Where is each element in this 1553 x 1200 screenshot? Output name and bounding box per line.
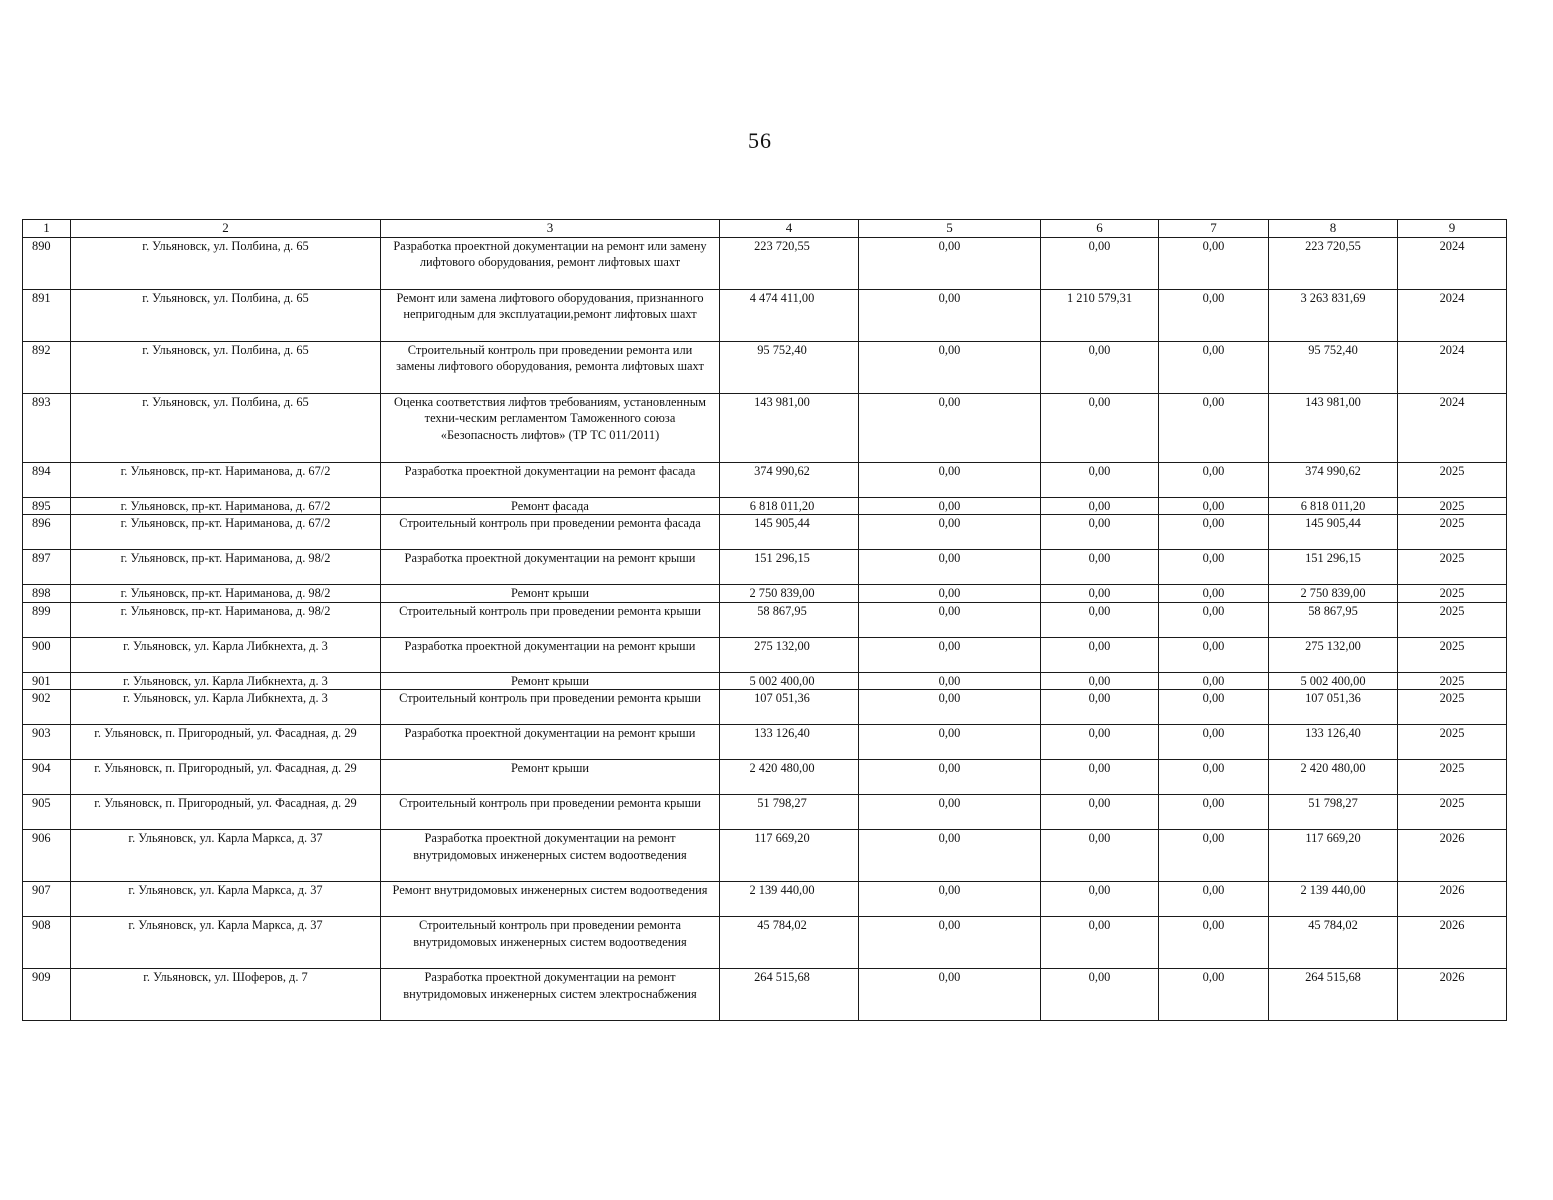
work-type-cell: Ремонт крыши: [381, 760, 720, 795]
fund-amount-cell: 0,00: [859, 238, 1041, 290]
column-header: 6: [1041, 220, 1159, 238]
planned-year-cell: 2024: [1398, 290, 1507, 342]
budget-amount-cell: 0,00: [1159, 672, 1269, 689]
work-type-cell: Строительный контроль при проведении ремонта фасада: [381, 515, 720, 550]
owner-funds-cell: 223 720,55: [1269, 238, 1398, 290]
work-type-cell: Разработка проектной документации на ремонт крыши: [381, 725, 720, 760]
row-number-cell: 893: [23, 394, 71, 463]
work-type-cell: Разработка проектной документации на ремонт крыши: [381, 637, 720, 672]
owner-funds-cell: 95 752,40: [1269, 342, 1398, 394]
row-number-cell: 897: [23, 550, 71, 585]
address-cell: г. Ульяновск, ул. Карла Либкнехта, д. 3: [71, 690, 381, 725]
work-type-cell: Разработка проектной документации на ремонт или замену лифтового оборудования, ремонт лифтовых шахт: [381, 238, 720, 290]
address-cell: г. Ульяновск, ул. Полбина, д. 65: [71, 394, 381, 463]
row-number-cell: 901: [23, 672, 71, 689]
total-cost-cell: 45 784,02: [720, 917, 859, 969]
table-row: [23, 882, 1507, 917]
owner-funds-cell: 51 798,27: [1269, 795, 1398, 830]
budget-amount-cell: 0,00: [1159, 969, 1269, 1021]
subsidy-amount-cell: 0,00: [1041, 585, 1159, 602]
planned-year-cell: 2025: [1398, 672, 1507, 689]
planned-year-cell: 2025: [1398, 498, 1507, 515]
subsidy-amount-cell: 0,00: [1041, 637, 1159, 672]
work-type-cell: Строительный контроль при проведении ремонта внутридомовых инженерных систем водоотведения: [381, 917, 720, 969]
work-type-cell: Ремонт внутридомовых инженерных систем водоотведения: [381, 882, 720, 917]
work-type-cell: Разработка проектной документации на ремонт фасада: [381, 463, 720, 498]
fund-amount-cell: 0,00: [859, 602, 1041, 637]
table-row: [23, 725, 1507, 760]
owner-funds-cell: 45 784,02: [1269, 917, 1398, 969]
planned-year-cell: 2026: [1398, 917, 1507, 969]
table-row: [23, 637, 1507, 672]
subsidy-amount-cell: 0,00: [1041, 725, 1159, 760]
total-cost-cell: 145 905,44: [720, 515, 859, 550]
budget-amount-cell: 0,00: [1159, 498, 1269, 515]
total-cost-cell: 117 669,20: [720, 830, 859, 882]
work-type-cell: Разработка проектной документации на ремонт внутридомовых инженерных систем электроснабжения: [381, 969, 720, 1021]
subsidy-amount-cell: 0,00: [1041, 969, 1159, 1021]
budget-amount-cell: 0,00: [1159, 690, 1269, 725]
budget-amount-cell: 0,00: [1159, 917, 1269, 969]
budget-amount-cell: 0,00: [1159, 394, 1269, 463]
row-number-cell: 899: [23, 602, 71, 637]
budget-amount-cell: 0,00: [1159, 463, 1269, 498]
table-row: [23, 917, 1507, 969]
table-body: [23, 238, 1507, 1021]
planned-year-cell: 2024: [1398, 394, 1507, 463]
row-number-cell: 903: [23, 725, 71, 760]
budget-amount-cell: 0,00: [1159, 515, 1269, 550]
fund-amount-cell: 0,00: [859, 394, 1041, 463]
budget-amount-cell: 0,00: [1159, 637, 1269, 672]
row-number-cell: 894: [23, 463, 71, 498]
row-number-cell: 892: [23, 342, 71, 394]
address-cell: г. Ульяновск, ул. Карла Маркса, д. 37: [71, 882, 381, 917]
subsidy-amount-cell: 0,00: [1041, 550, 1159, 585]
budget-amount-cell: 0,00: [1159, 795, 1269, 830]
subsidy-amount-cell: 0,00: [1041, 602, 1159, 637]
column-header: 2: [71, 220, 381, 238]
header-row: [23, 220, 1507, 238]
owner-funds-cell: 107 051,36: [1269, 690, 1398, 725]
fund-amount-cell: 0,00: [859, 290, 1041, 342]
capital-repair-table: [22, 219, 1507, 1021]
column-header: 4: [720, 220, 859, 238]
address-cell: г. Ульяновск, ул. Карла Либкнехта, д. 3: [71, 637, 381, 672]
work-type-cell: Строительный контроль при проведении ремонта или замены лифтового оборудования, ремонта лифтовых шахт: [381, 342, 720, 394]
address-cell: г. Ульяновск, ул. Полбина, д. 65: [71, 238, 381, 290]
table-row: [23, 238, 1507, 290]
subsidy-amount-cell: 0,00: [1041, 882, 1159, 917]
table-row: [23, 969, 1507, 1021]
table-header: [23, 220, 1507, 238]
address-cell: г. Ульяновск, п. Пригородный, ул. Фасадная, д. 29: [71, 760, 381, 795]
work-type-cell: Строительный контроль при проведении ремонта крыши: [381, 690, 720, 725]
table-row: [23, 795, 1507, 830]
table-row: [23, 463, 1507, 498]
address-cell: г. Ульяновск, пр-кт. Нариманова, д. 67/2: [71, 515, 381, 550]
row-number-cell: 909: [23, 969, 71, 1021]
planned-year-cell: 2025: [1398, 637, 1507, 672]
address-cell: г. Ульяновск, пр-кт. Нариманова, д. 98/2: [71, 602, 381, 637]
planned-year-cell: 2026: [1398, 882, 1507, 917]
row-number-cell: 890: [23, 238, 71, 290]
budget-amount-cell: 0,00: [1159, 882, 1269, 917]
subsidy-amount-cell: 0,00: [1041, 498, 1159, 515]
address-cell: г. Ульяновск, ул. Карла Маркса, д. 37: [71, 917, 381, 969]
column-header: 5: [859, 220, 1041, 238]
work-type-cell: Разработка проектной документации на ремонт внутридомовых инженерных систем водоотведения: [381, 830, 720, 882]
work-type-cell: Строительный контроль при проведении ремонта крыши: [381, 602, 720, 637]
subsidy-amount-cell: 0,00: [1041, 672, 1159, 689]
work-type-cell: Ремонт крыши: [381, 585, 720, 602]
address-cell: г. Ульяновск, ул. Шоферов, д. 7: [71, 969, 381, 1021]
planned-year-cell: 2025: [1398, 690, 1507, 725]
budget-amount-cell: 0,00: [1159, 830, 1269, 882]
fund-amount-cell: 0,00: [859, 725, 1041, 760]
table-row: [23, 515, 1507, 550]
total-cost-cell: 51 798,27: [720, 795, 859, 830]
work-type-cell: Строительный контроль при проведении ремонта крыши: [381, 795, 720, 830]
subsidy-amount-cell: 0,00: [1041, 394, 1159, 463]
table-row: [23, 760, 1507, 795]
address-cell: г. Ульяновск, пр-кт. Нариманова, д. 98/2: [71, 585, 381, 602]
row-number-cell: 906: [23, 830, 71, 882]
subsidy-amount-cell: 0,00: [1041, 830, 1159, 882]
address-cell: г. Ульяновск, ул. Полбина, д. 65: [71, 290, 381, 342]
subsidy-amount-cell: 0,00: [1041, 238, 1159, 290]
row-number-cell: 891: [23, 290, 71, 342]
row-number-cell: 908: [23, 917, 71, 969]
subsidy-amount-cell: 0,00: [1041, 515, 1159, 550]
subsidy-amount-cell: 0,00: [1041, 760, 1159, 795]
total-cost-cell: 2 750 839,00: [720, 585, 859, 602]
planned-year-cell: 2025: [1398, 795, 1507, 830]
work-type-cell: Ремонт фасада: [381, 498, 720, 515]
budget-amount-cell: 0,00: [1159, 290, 1269, 342]
table-row: [23, 690, 1507, 725]
planned-year-cell: 2024: [1398, 342, 1507, 394]
total-cost-cell: 6 818 011,20: [720, 498, 859, 515]
table-row: [23, 342, 1507, 394]
subsidy-amount-cell: 0,00: [1041, 795, 1159, 830]
planned-year-cell: 2025: [1398, 585, 1507, 602]
total-cost-cell: 264 515,68: [720, 969, 859, 1021]
address-cell: г. Ульяновск, п. Пригородный, ул. Фасадная, д. 29: [71, 795, 381, 830]
total-cost-cell: 151 296,15: [720, 550, 859, 585]
total-cost-cell: 133 126,40: [720, 725, 859, 760]
address-cell: г. Ульяновск, п. Пригородный, ул. Фасадная, д. 29: [71, 725, 381, 760]
fund-amount-cell: 0,00: [859, 550, 1041, 585]
planned-year-cell: 2026: [1398, 969, 1507, 1021]
table-row: [23, 550, 1507, 585]
planned-year-cell: 2025: [1398, 602, 1507, 637]
address-cell: г. Ульяновск, ул. Карла Либкнехта, д. 3: [71, 672, 381, 689]
subsidy-amount-cell: 0,00: [1041, 463, 1159, 498]
table-row: [23, 585, 1507, 602]
planned-year-cell: 2025: [1398, 463, 1507, 498]
owner-funds-cell: 143 981,00: [1269, 394, 1398, 463]
total-cost-cell: 107 051,36: [720, 690, 859, 725]
fund-amount-cell: 0,00: [859, 969, 1041, 1021]
fund-amount-cell: 0,00: [859, 672, 1041, 689]
address-cell: г. Ульяновск, пр-кт. Нариманова, д. 98/2: [71, 550, 381, 585]
budget-amount-cell: 0,00: [1159, 585, 1269, 602]
address-cell: г. Ульяновск, ул. Полбина, д. 65: [71, 342, 381, 394]
owner-funds-cell: 3 263 831,69: [1269, 290, 1398, 342]
planned-year-cell: 2026: [1398, 830, 1507, 882]
planned-year-cell: 2025: [1398, 760, 1507, 795]
column-header: 9: [1398, 220, 1507, 238]
work-type-cell: Ремонт или замена лифтового оборудования, признанного непригодным для эксплуатации,ремонт лифтовых шахт: [381, 290, 720, 342]
address-cell: г. Ульяновск, ул. Карла Маркса, д. 37: [71, 830, 381, 882]
planned-year-cell: 2024: [1398, 238, 1507, 290]
address-cell: г. Ульяновск, пр-кт. Нариманова, д. 67/2: [71, 498, 381, 515]
table-row: [23, 394, 1507, 463]
fund-amount-cell: 0,00: [859, 830, 1041, 882]
budget-amount-cell: 0,00: [1159, 760, 1269, 795]
fund-amount-cell: 0,00: [859, 498, 1041, 515]
total-cost-cell: 2 139 440,00: [720, 882, 859, 917]
work-type-cell: Разработка проектной документации на ремонт крыши: [381, 550, 720, 585]
owner-funds-cell: 5 002 400,00: [1269, 672, 1398, 689]
column-header: 7: [1159, 220, 1269, 238]
fund-amount-cell: 0,00: [859, 882, 1041, 917]
budget-amount-cell: 0,00: [1159, 342, 1269, 394]
table-row: [23, 498, 1507, 515]
owner-funds-cell: 151 296,15: [1269, 550, 1398, 585]
owner-funds-cell: 275 132,00: [1269, 637, 1398, 672]
work-type-cell: Ремонт крыши: [381, 672, 720, 689]
total-cost-cell: 4 474 411,00: [720, 290, 859, 342]
table-row: [23, 290, 1507, 342]
budget-amount-cell: 0,00: [1159, 725, 1269, 760]
owner-funds-cell: 58 867,95: [1269, 602, 1398, 637]
total-cost-cell: 2 420 480,00: [720, 760, 859, 795]
total-cost-cell: 143 981,00: [720, 394, 859, 463]
owner-funds-cell: 2 750 839,00: [1269, 585, 1398, 602]
row-number-cell: 896: [23, 515, 71, 550]
owner-funds-cell: 145 905,44: [1269, 515, 1398, 550]
budget-amount-cell: 0,00: [1159, 550, 1269, 585]
total-cost-cell: 5 002 400,00: [720, 672, 859, 689]
page-number: 56: [748, 128, 772, 153]
owner-funds-cell: 374 990,62: [1269, 463, 1398, 498]
fund-amount-cell: 0,00: [859, 637, 1041, 672]
fund-amount-cell: 0,00: [859, 917, 1041, 969]
row-number-cell: 900: [23, 637, 71, 672]
row-number-cell: 904: [23, 760, 71, 795]
column-header: 3: [381, 220, 720, 238]
owner-funds-cell: 133 126,40: [1269, 725, 1398, 760]
total-cost-cell: 374 990,62: [720, 463, 859, 498]
work-type-cell: Оценка соответствия лифтов требованиям, установленным техни-ческим регламентом Таможенного союза «Безопасность лифтов» (ТР ТС 011/2011): [381, 394, 720, 463]
address-cell: г. Ульяновск, пр-кт. Нариманова, д. 67/2: [71, 463, 381, 498]
fund-amount-cell: 0,00: [859, 342, 1041, 394]
fund-amount-cell: 0,00: [859, 585, 1041, 602]
total-cost-cell: 223 720,55: [720, 238, 859, 290]
owner-funds-cell: 2 139 440,00: [1269, 882, 1398, 917]
fund-amount-cell: 0,00: [859, 690, 1041, 725]
row-number-cell: 895: [23, 498, 71, 515]
planned-year-cell: 2025: [1398, 725, 1507, 760]
column-header: 8: [1269, 220, 1398, 238]
row-number-cell: 905: [23, 795, 71, 830]
row-number-cell: 907: [23, 882, 71, 917]
planned-year-cell: 2025: [1398, 550, 1507, 585]
subsidy-amount-cell: 1 210 579,31: [1041, 290, 1159, 342]
total-cost-cell: 58 867,95: [720, 602, 859, 637]
fund-amount-cell: 0,00: [859, 795, 1041, 830]
total-cost-cell: 275 132,00: [720, 637, 859, 672]
subsidy-amount-cell: 0,00: [1041, 917, 1159, 969]
planned-year-cell: 2025: [1398, 515, 1507, 550]
subsidy-amount-cell: 0,00: [1041, 690, 1159, 725]
table-row: [23, 830, 1507, 882]
owner-funds-cell: 264 515,68: [1269, 969, 1398, 1021]
fund-amount-cell: 0,00: [859, 515, 1041, 550]
fund-amount-cell: 0,00: [859, 760, 1041, 795]
table-row: [23, 602, 1507, 637]
owner-funds-cell: 6 818 011,20: [1269, 498, 1398, 515]
table-row: [23, 672, 1507, 689]
subsidy-amount-cell: 0,00: [1041, 342, 1159, 394]
fund-amount-cell: 0,00: [859, 463, 1041, 498]
row-number-cell: 902: [23, 690, 71, 725]
budget-amount-cell: 0,00: [1159, 238, 1269, 290]
total-cost-cell: 95 752,40: [720, 342, 859, 394]
column-header: 1: [23, 220, 71, 238]
owner-funds-cell: 2 420 480,00: [1269, 760, 1398, 795]
row-number-cell: 898: [23, 585, 71, 602]
owner-funds-cell: 117 669,20: [1269, 830, 1398, 882]
budget-amount-cell: 0,00: [1159, 602, 1269, 637]
